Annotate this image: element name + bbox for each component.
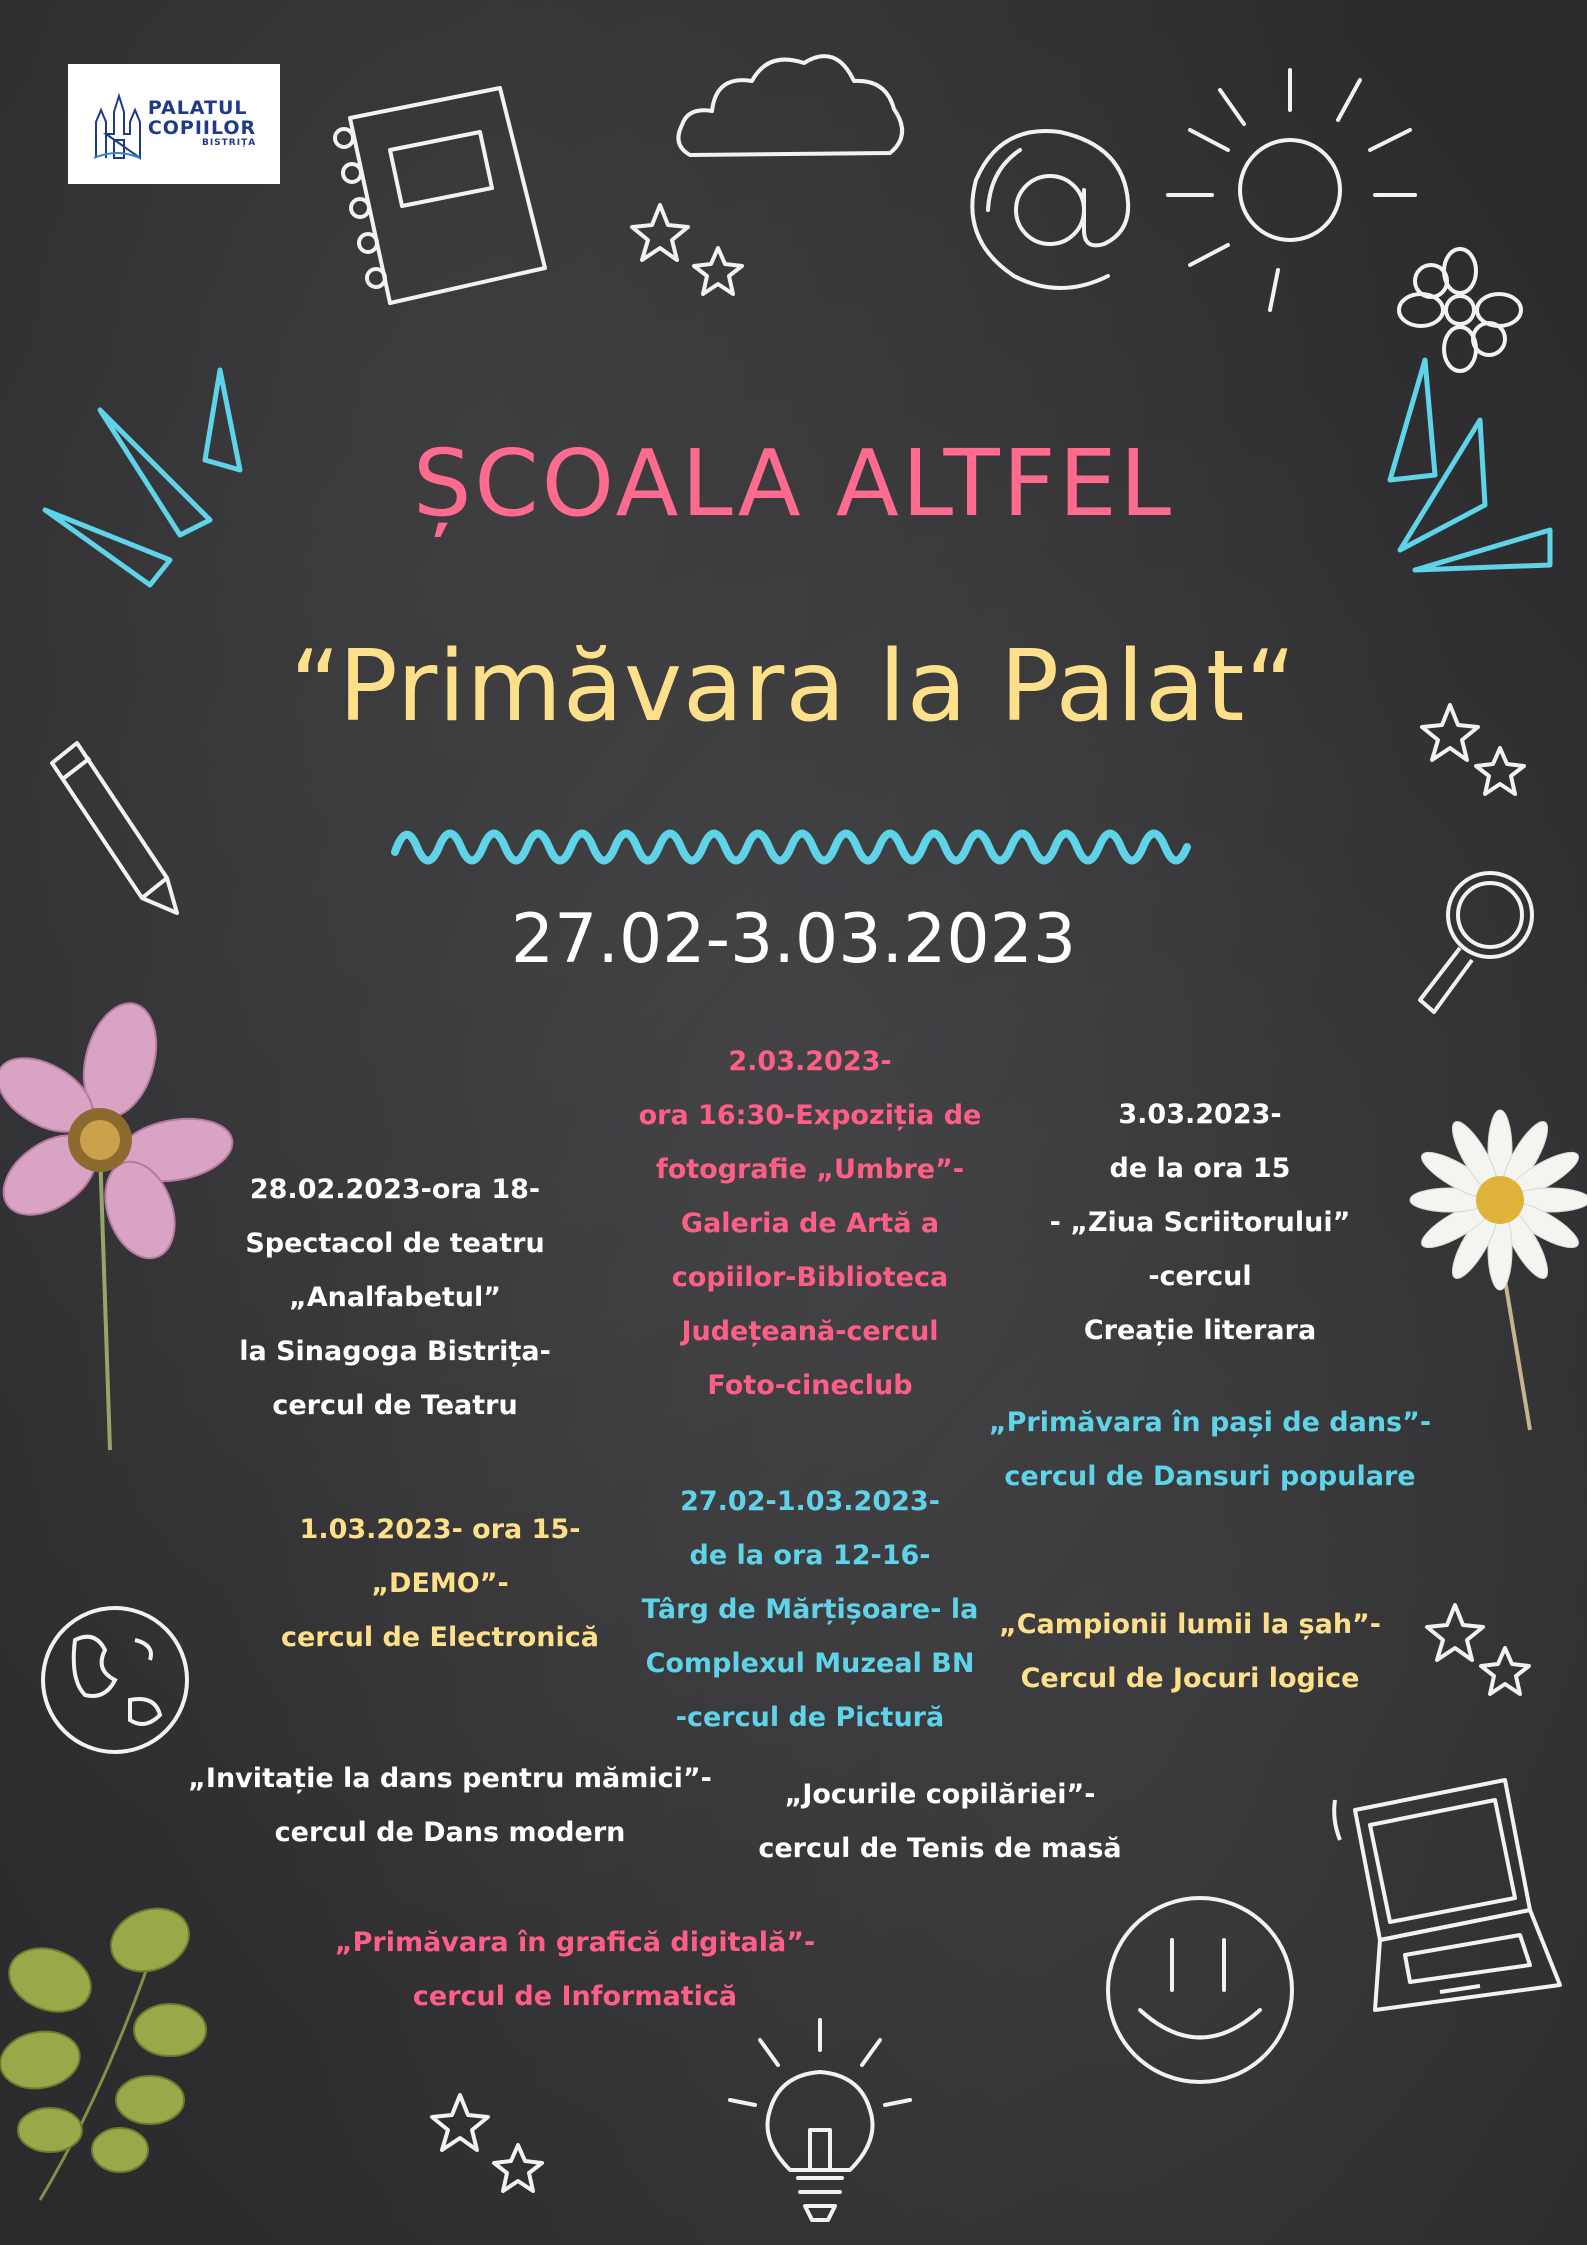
star-icon — [430, 2090, 550, 2210]
event-pictura — [600, 1475, 1020, 1745]
event-line: copiilor-Biblioteca — [671, 1262, 949, 1293]
star-icon — [1425, 1600, 1535, 1710]
event-line: 28.02.2023-ora 18- — [249, 1174, 541, 1205]
sun-icon — [1160, 60, 1420, 320]
event-line: cercul de Dans modern — [274, 1817, 626, 1848]
event-line: -cercul — [1148, 1261, 1252, 1292]
palatul-copiilor-logo — [68, 64, 280, 184]
event-scriitor — [1000, 1088, 1400, 1358]
logo-line-2: COPIILOR — [147, 117, 257, 140]
flower-doodle-icon — [1395, 245, 1525, 375]
pencil-icon — [42, 738, 192, 918]
event-line: cercul de Electronică — [280, 1622, 600, 1653]
event-sah — [990, 1598, 1390, 1706]
globe-icon — [35, 1600, 195, 1760]
logo-line-1: PALATUL — [147, 97, 248, 120]
event-line: Cercul de Jocuri logice — [1020, 1663, 1360, 1694]
event-electronica — [240, 1503, 640, 1665]
event-line: fotografie „Umbre”- — [655, 1154, 965, 1185]
event-line: Județeană-cercul — [681, 1316, 939, 1347]
cloud-icon — [672, 45, 912, 175]
event-line: -cercul de Pictură — [675, 1702, 945, 1733]
event-line: cercul de Dansuri populare — [1004, 1461, 1416, 1492]
event-foto — [600, 1035, 1020, 1413]
event-line: 27.02-1.03.2023- — [680, 1486, 940, 1517]
leaves-icon — [0, 1900, 220, 2220]
page-title: ȘCOALA ALTFEL — [413, 430, 1174, 537]
event-line: „Jocurile copilăriei”- — [784, 1779, 1096, 1810]
event-line: Creație literara — [1083, 1315, 1317, 1346]
event-tenis — [740, 1768, 1140, 1876]
event-line: „Primăvara în grafică digitală”- — [334, 1927, 816, 1958]
event-line: la Sinagoga Bistrița- — [239, 1336, 551, 1367]
event-line: Spectacol de teatru — [245, 1228, 545, 1259]
event-line: de la ora 15 — [1109, 1153, 1291, 1184]
event-line: Foto-cineclub — [707, 1370, 913, 1401]
event-dans-modern — [180, 1752, 720, 1860]
castle-icon — [92, 88, 142, 160]
event-line: Complexul Muzeal BN — [645, 1648, 975, 1679]
event-line: cercul de Teatru — [272, 1390, 518, 1421]
event-line: cercul de Tenis de masă — [758, 1833, 1122, 1864]
smiley-icon — [1100, 1890, 1300, 2090]
event-dans-popular — [980, 1396, 1440, 1504]
event-line: „Analfabetul” — [288, 1282, 502, 1313]
event-dates: 27.02-3.03.2023 — [510, 900, 1077, 979]
event-line: „Campionii lumii la șah”- — [998, 1609, 1382, 1640]
event-line: Galeria de Artă a — [680, 1208, 940, 1239]
event-line: 1.03.2023- ora 15- — [299, 1514, 581, 1545]
event-line: - „Ziua Scriitorului” — [1049, 1207, 1351, 1238]
event-informatica — [310, 1916, 840, 2024]
event-line: Târg de Mărțișoare- la — [641, 1594, 979, 1625]
page-subtitle: “Primăvara la Palat“ — [289, 630, 1298, 744]
event-teatru — [190, 1163, 600, 1433]
event-line: „Invitație la dans pentru mămici”- — [188, 1763, 712, 1794]
lightbulb-icon — [720, 2010, 920, 2230]
star-icon — [630, 200, 750, 310]
event-line: „DEMO”- — [371, 1568, 509, 1599]
event-line: „Primăvara în pași de dans”- — [988, 1407, 1432, 1438]
event-line: de la ora 12-16- — [689, 1540, 931, 1571]
laptop-icon — [1330, 1770, 1570, 2030]
event-line: cercul de Informatică — [412, 1981, 738, 2012]
event-line: ora 16:30-Expoziția de — [638, 1100, 982, 1131]
daisy-icon — [1410, 1110, 1580, 1440]
event-line: 3.03.2023- — [1118, 1099, 1282, 1130]
event-line: 2.03.2023- — [728, 1046, 892, 1077]
logo-line-3: BISTRIȚA — [201, 138, 257, 149]
wavy-line — [390, 812, 1210, 882]
notebook-icon — [330, 78, 550, 318]
at-sign-icon — [960, 120, 1140, 300]
